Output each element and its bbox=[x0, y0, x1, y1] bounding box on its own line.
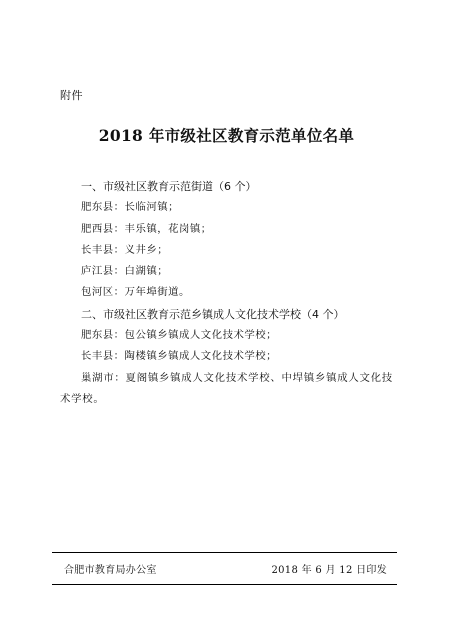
document-body bbox=[60, 176, 400, 410]
section-heading-schools: 二、市级社区教育示范乡镇成人文化技术学校（4 个） bbox=[81, 307, 345, 321]
list-item: 巢湖市：夏阁镇乡镇成人文化技术学校、中垾镇乡镇成人文化技术学校。 bbox=[60, 371, 393, 405]
list-item: 庐江县：白湖镇； bbox=[81, 265, 169, 278]
list-item: 肥东县：包公镇乡镇成人文化技术学校； bbox=[81, 329, 278, 342]
footer-issuer: 合肥市教育局办公室 bbox=[64, 565, 157, 576]
list-item: 肥东县：长临河镇； bbox=[81, 201, 180, 214]
list-item: 肥西县：丰乐镇，花岗镇； bbox=[81, 222, 212, 235]
document-title: 2018 年市级社区教育示范单位名单 bbox=[98, 126, 355, 145]
section-heading-streets: 一、市级社区教育示范街道（6 个） bbox=[81, 180, 257, 193]
list-item: 长丰县：义井乡； bbox=[81, 243, 169, 256]
footer-date: 2018 年 6 月 12 日印发 bbox=[271, 565, 387, 576]
list-item: 包河区：万年埠街道。 bbox=[81, 286, 190, 299]
attachment-label: 附件 bbox=[60, 89, 83, 102]
list-item: 长丰县：陶楼镇乡镇成人文化技术学校； bbox=[81, 350, 278, 363]
document-footer bbox=[52, 552, 397, 585]
